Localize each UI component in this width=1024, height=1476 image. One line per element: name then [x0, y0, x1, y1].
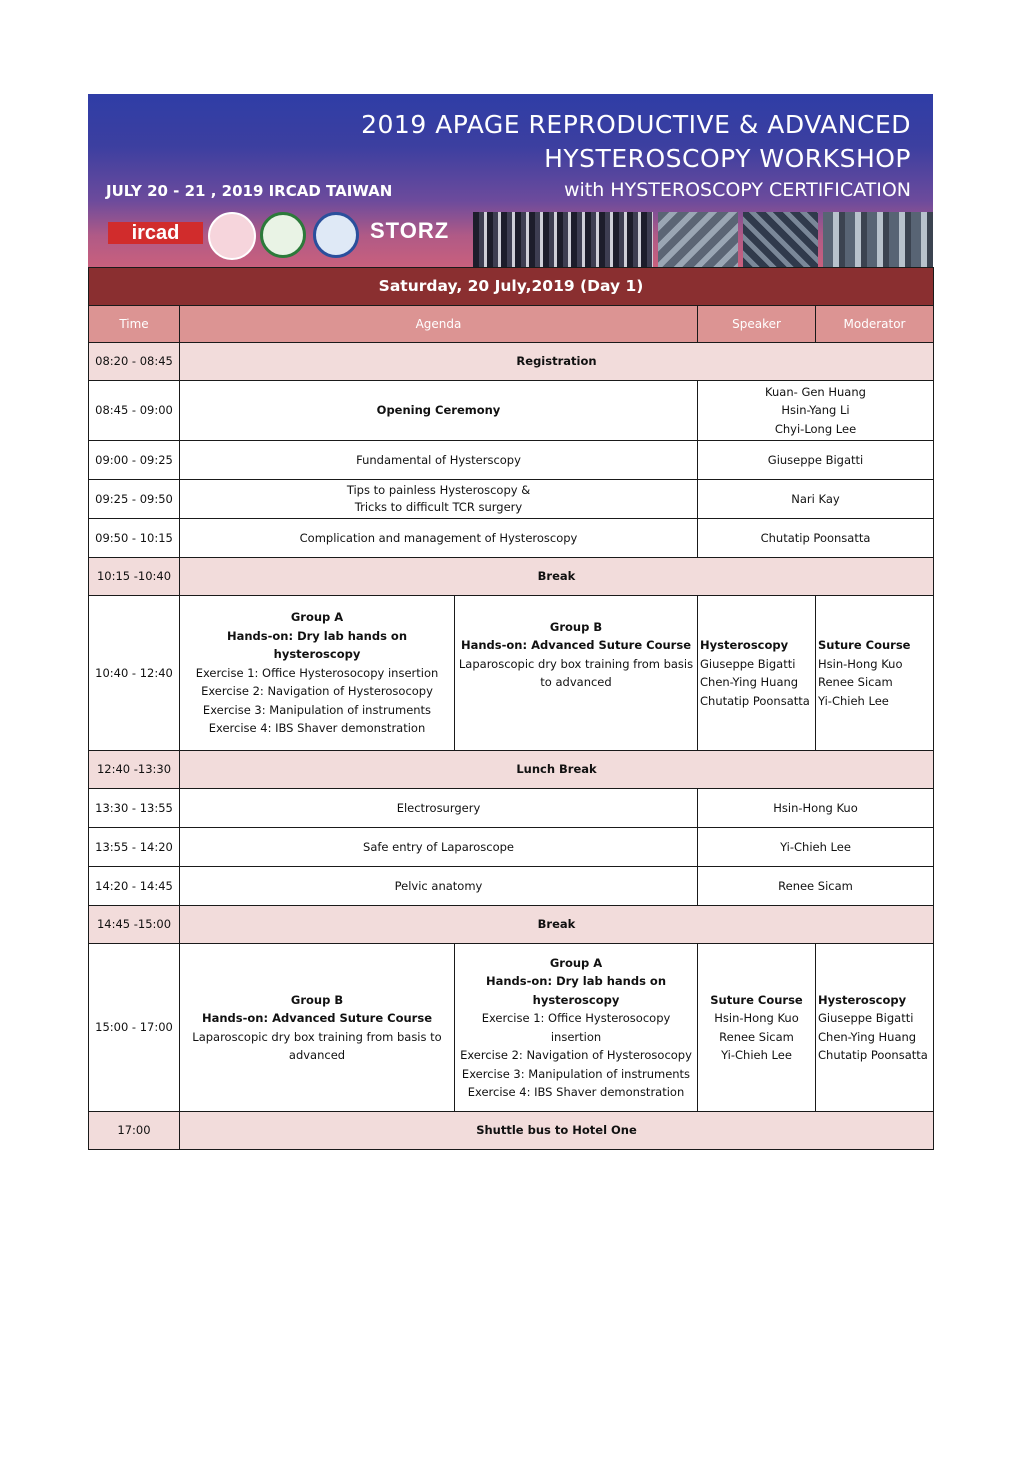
table-row	[89, 519, 934, 558]
moderator-name: Chen-Ying Huang	[818, 1029, 917, 1044]
group-desc: advanced	[288, 1048, 346, 1062]
speaker-cell: Nari Kay	[698, 480, 934, 519]
agenda-cell: Safe entry of Laparoscope	[180, 828, 698, 867]
col-speaker: Speaker	[698, 306, 816, 343]
moderator-name: Giuseppe Bigatti	[818, 1011, 914, 1025]
agenda-cell	[180, 480, 698, 519]
agenda-cell: Registration	[180, 343, 934, 381]
table-row	[89, 789, 934, 828]
exercise-item: Exercise 4: IBS Shaver demonstration	[467, 1085, 685, 1099]
speaker-block	[698, 944, 816, 1112]
group-desc: to advanced	[540, 675, 612, 689]
time-cell: 14:20 - 14:45	[89, 867, 180, 906]
table-row	[89, 906, 934, 944]
apage-logo	[313, 212, 359, 258]
time-cell: 13:55 - 14:20	[89, 828, 180, 867]
moderator-name: Hsin-Hong Kuo	[818, 656, 903, 671]
exercise-item: Exercise 2: Navigation of Hysterosocopy	[460, 1048, 692, 1062]
group-a-cell	[455, 944, 698, 1112]
group-subtitle: hysteroscopy	[532, 992, 620, 1007]
column-header-row	[89, 306, 934, 343]
banner-title-line2: HYSTEROSCOPY WORKSHOP	[544, 144, 911, 173]
speaker-name: Hsin-Yang Li	[781, 403, 850, 418]
agenda-cell: Shuttle bus to Hotel One	[180, 1112, 934, 1150]
speaker-name: Yi-Chieh Lee	[721, 1048, 792, 1062]
group-subtitle: Hands-on: Advanced Suture Course	[460, 638, 691, 652]
agenda-cell: Pelvic anatomy	[180, 867, 698, 906]
speaker-name: Kuan- Gen Huang	[765, 384, 866, 399]
block-heading: Suture Course	[818, 638, 911, 652]
table-row	[89, 1112, 934, 1150]
sponsor-logos	[108, 212, 468, 256]
moderator-name: Chutatip Poonsatta	[818, 1048, 928, 1062]
exercise-item: Exercise 1: Office Hysterosocopy	[481, 1011, 671, 1025]
time-cell: 09:00 - 09:25	[89, 441, 180, 480]
speaker-name: Giuseppe Bigatti	[700, 656, 796, 671]
block-heading: Hysteroscopy	[700, 638, 789, 652]
agenda-line: Tips to painless Hysteroscopy &	[346, 483, 531, 497]
time-cell: 15:00 - 17:00	[89, 944, 180, 1112]
table-row	[89, 751, 934, 789]
group-title: Group B	[290, 992, 344, 1007]
speaker-cell: Giuseppe Bigatti	[698, 441, 934, 480]
group-desc: Laparoscopic dry box training from basis to	[192, 1029, 442, 1044]
group-b-cell	[180, 944, 455, 1112]
agenda-line: Tricks to difficult TCR surgery	[354, 500, 523, 514]
table-row	[89, 343, 934, 381]
day-title: Saturday, 20 July,2019 (Day 1)	[89, 268, 934, 306]
speaker-cell: Chutatip Poonsatta	[698, 519, 934, 558]
time-cell: 09:50 - 10:15	[89, 519, 180, 558]
col-moderator: Moderator	[816, 306, 934, 343]
speaker-name: Chen-Ying Huang	[700, 675, 799, 689]
speaker-name: Chyi-Long Lee	[774, 421, 857, 436]
ircad-logo: ircad	[108, 222, 203, 244]
exercise-item: Exercise 2: Navigation of Hysterosocopy	[201, 684, 433, 699]
table-row	[89, 480, 934, 519]
exercise-item: Exercise 1: Office Hysterosocopy insertion	[195, 665, 439, 680]
table-row	[89, 381, 934, 441]
agenda-cell: Complication and management of Hysteroscopy	[180, 519, 698, 558]
time-cell: 08:45 - 09:00	[89, 381, 180, 441]
speaker-name: Chutatip Poonsatta	[700, 693, 810, 708]
society-logo-1	[208, 212, 256, 260]
banner-subtitle: with HYSTEROSCOPY CERTIFICATION	[563, 179, 911, 201]
moderator-block	[816, 596, 934, 751]
workshop-banner	[88, 94, 933, 267]
group-a-cell	[180, 596, 455, 751]
group-title: Group B	[549, 619, 603, 634]
table-row	[89, 867, 934, 906]
group-subtitle: Hands-on: Advanced Suture Course	[201, 1011, 432, 1025]
table-row	[89, 558, 934, 596]
block-heading: Hysteroscopy	[818, 992, 907, 1007]
time-cell: 13:30 - 13:55	[89, 789, 180, 828]
time-cell: 09:25 - 09:50	[89, 480, 180, 519]
group-title: Group A	[290, 610, 344, 625]
training-photo-2	[743, 212, 818, 267]
group-photo	[473, 212, 653, 267]
speaker-cell: Yi-Chieh Lee	[698, 828, 934, 867]
time-cell: 14:45 -15:00	[89, 906, 180, 944]
time-cell: 10:40 - 12:40	[89, 596, 180, 751]
day-header-row	[89, 268, 934, 306]
col-agenda: Agenda	[180, 306, 698, 343]
block-heading: Suture Course	[710, 992, 803, 1007]
speaker-name: Hsin-Hong Kuo	[714, 1011, 799, 1025]
group-title: Group A	[549, 955, 603, 970]
exercise-item: Exercise 3: Manipulation of instruments	[461, 1066, 691, 1081]
time-cell: 08:20 - 08:45	[89, 343, 180, 381]
speaker-cell	[698, 381, 934, 441]
table-row	[89, 596, 934, 751]
exercise-item: Exercise 3: Manipulation of instruments	[202, 702, 432, 717]
agenda-cell: Break	[180, 558, 934, 596]
workshop-photos	[473, 212, 933, 267]
banner-dates: JULY 20 - 21 , 2019 IRCAD TAIWAN	[106, 182, 393, 200]
speaker-name: Renee Sicam	[719, 1029, 794, 1044]
table-row	[89, 828, 934, 867]
exercise-item: Exercise 4: IBS Shaver demonstration	[208, 721, 426, 736]
group-subtitle: Hands-on: Dry lab hands on	[485, 974, 667, 988]
training-photo-1	[658, 212, 738, 267]
group-desc: Laparoscopic dry box training from basis	[458, 656, 694, 671]
moderator-block	[816, 944, 934, 1112]
society-logo-2	[260, 212, 306, 258]
time-cell: 12:40 -13:30	[89, 751, 180, 789]
agenda-cell: Break	[180, 906, 934, 944]
exercise-item: insertion	[550, 1029, 602, 1044]
table-row	[89, 441, 934, 480]
speaker-block	[698, 596, 816, 751]
storz-logo: STORZ	[370, 218, 450, 243]
speaker-cell: Hsin-Hong Kuo	[698, 789, 934, 828]
agenda-cell: Opening Ceremony	[180, 381, 698, 441]
agenda-cell: Electrosurgery	[180, 789, 698, 828]
moderator-name: Yi-Chieh Lee	[818, 693, 889, 708]
training-photo-3	[823, 212, 933, 267]
time-cell: 10:15 -10:40	[89, 558, 180, 596]
agenda-cell: Fundamental of Hysterscopy	[180, 441, 698, 480]
table-row	[89, 944, 934, 1112]
banner-title-line1: 2019 APAGE REPRODUCTIVE & ADVANCED	[361, 110, 911, 139]
group-b-cell	[455, 596, 698, 751]
agenda-cell: Lunch Break	[180, 751, 934, 789]
moderator-name: Renee Sicam	[818, 675, 893, 689]
schedule-table	[88, 267, 934, 1150]
group-subtitle: Hands-on: Dry lab hands on hysteroscopy	[226, 628, 408, 662]
time-cell: 17:00	[89, 1112, 180, 1150]
col-time: Time	[89, 306, 180, 343]
page	[88, 94, 933, 1150]
speaker-cell: Renee Sicam	[698, 867, 934, 906]
